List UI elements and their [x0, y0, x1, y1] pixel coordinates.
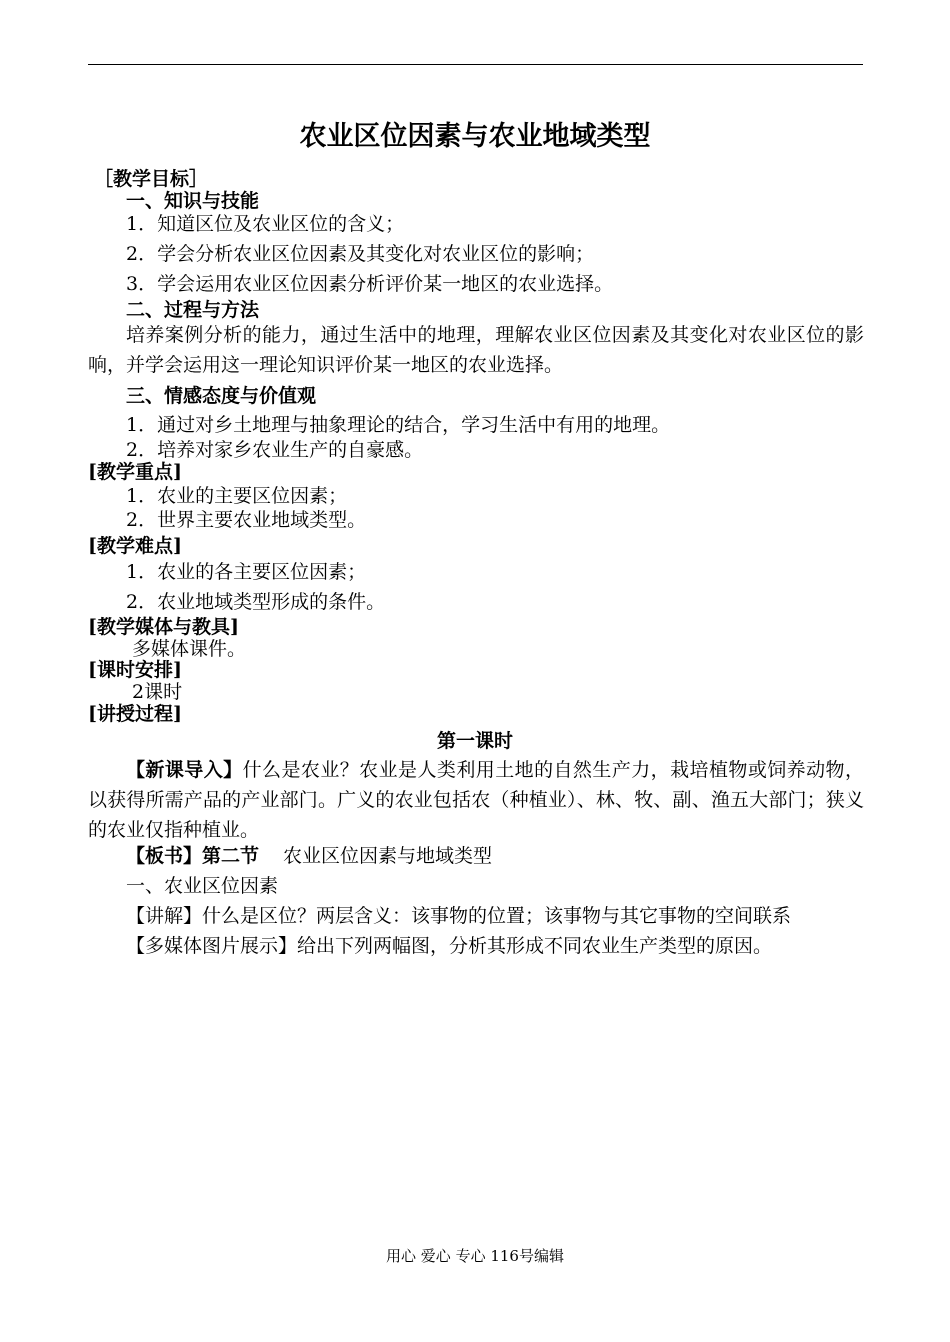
lesson-title: 第一课时 — [436, 730, 513, 752]
key-item: 2．世界主要农业地域类型。 — [126, 509, 367, 531]
goal-item: 2．学会分析农业区位因素及其变化对农业区位的影响； — [126, 243, 595, 265]
goal-item: 3．学会运用农业区位因素分析评价某一地区的农业选择。 — [126, 273, 614, 295]
difficulty-item: 2．农业地域类型形成的条件。 — [126, 591, 386, 613]
intro-paragraph — [88, 755, 864, 845]
subsection-attitudes-values: 三、情感态度与价值观 — [126, 385, 317, 407]
process-paragraph: 培养案例分析的能力，通过生活中的地理，理解农业区位因素及其变化对农业区位的影响，并学会运用这一理论知识评价某一地区的农业选择。 — [88, 324, 864, 376]
document-title: 农业区位因素与农业地域类型 — [299, 121, 651, 152]
intro-text: 什么是农业？农业是人类利用土地的自然生产力，栽培植物或饲养动物，以获得所需产品的产业部门。广义的农业包括农（种植业）、林、牧、副、渔五大部门；狭义的农业仅指种植业。 — [88, 759, 864, 841]
section-schedule: [课时安排] — [88, 659, 182, 681]
section-difficulties: [教学难点] — [88, 535, 182, 557]
goal-item: 1．知道区位及农业区位的含义； — [126, 213, 405, 235]
header-rule — [88, 64, 863, 65]
subsection-knowledge-skills: 一、知识与技能 — [126, 190, 260, 212]
board-line — [126, 844, 492, 868]
board-subheading: 一、农业区位因素 — [126, 875, 279, 897]
explain-line: 【讲解】什么是区位？两层含义：该事物的位置；该事物与其它事物的空间联系 — [126, 905, 792, 927]
value-item: 2．培养对家乡农业生产的自豪感。 — [126, 439, 424, 461]
page-footer: 用心 爱心 专心 116号编辑 — [386, 1247, 564, 1265]
board-text: 农业区位因素与地域类型 — [283, 845, 493, 867]
multimedia-line: 【多媒体图片展示】给出下列两幅图，分析其形成不同农业生产类型的原因。 — [126, 935, 773, 957]
media-text: 多媒体课件。 — [132, 638, 247, 660]
schedule-text: 2课时 — [132, 681, 183, 703]
subsection-process-methods: 二、过程与方法 — [126, 299, 260, 321]
section-teaching-goals: ［教学目标］ — [94, 168, 209, 190]
board-label: 【板书】第二节 — [126, 845, 260, 867]
section-key-points: [教学重点] — [88, 461, 182, 483]
section-media-tools: [教学媒体与教具] — [88, 616, 239, 638]
section-teaching-process: [讲授过程] — [88, 703, 182, 725]
key-item: 1．农业的主要区位因素； — [126, 485, 348, 507]
intro-label: 【新课导入】 — [126, 759, 243, 781]
difficulty-item: 1．农业的各主要区位因素； — [126, 561, 367, 583]
value-item: 1．通过对乡土地理与抽象理论的结合，学习生活中有用的地理。 — [126, 414, 671, 436]
